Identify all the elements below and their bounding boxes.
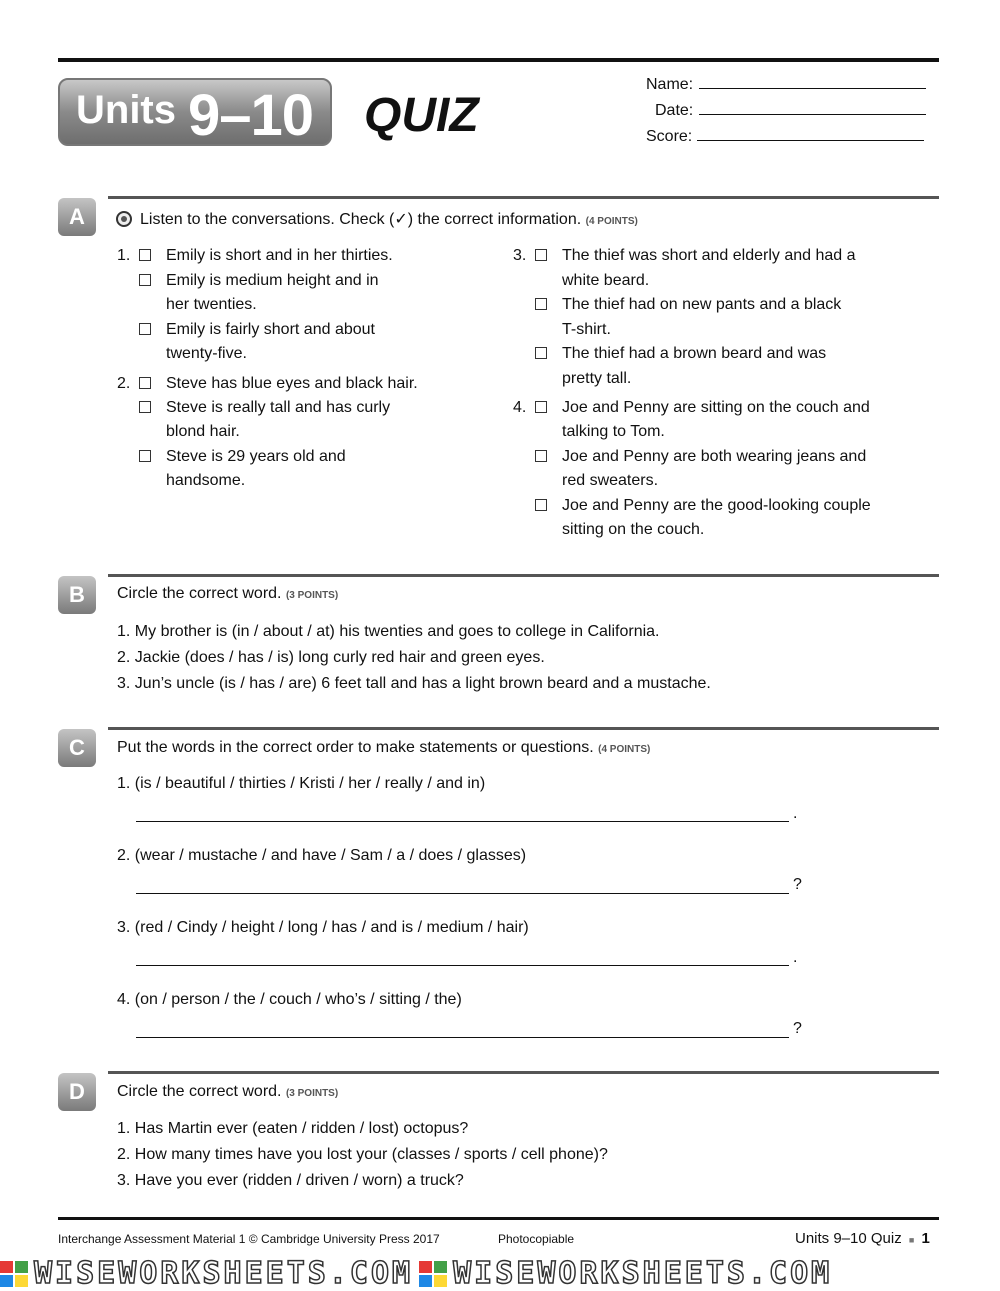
a-q2-checkbox-3[interactable] bbox=[139, 450, 151, 462]
a-q2-checkbox-1[interactable] bbox=[139, 377, 151, 389]
watermark-bar bbox=[0, 1256, 1000, 1291]
section-c-badge: C bbox=[58, 729, 96, 767]
section-a-points: (4 POINTS) bbox=[585, 216, 638, 227]
section-d-rule bbox=[108, 1071, 939, 1074]
date-field[interactable] bbox=[655, 102, 926, 120]
wise-logo-icon bbox=[419, 1261, 449, 1287]
a-q3-checkbox-1[interactable] bbox=[535, 249, 547, 261]
footer-page-number: 1 bbox=[921, 1230, 930, 1247]
name-label: Name: bbox=[646, 76, 694, 93]
a-q1-option-3b: twenty-five. bbox=[166, 345, 247, 362]
section-c-instruction-text: Put the words in the correct order to make statements or questions. bbox=[117, 739, 594, 756]
section-a-instruction bbox=[116, 209, 638, 229]
a-q3-option-1a: The thief was short and elderly and had a bbox=[562, 247, 856, 264]
a-q4-checkbox-3[interactable] bbox=[535, 499, 547, 511]
a-q4-option-3a: Joe and Penny are the good-looking couple bbox=[562, 497, 871, 514]
score-label: Score: bbox=[646, 128, 693, 145]
date-label: Date: bbox=[655, 102, 694, 119]
c-item-2-punct: ? bbox=[793, 876, 802, 893]
quiz-title: QUIZ bbox=[364, 89, 479, 142]
score-line[interactable] bbox=[697, 128, 924, 141]
name-line[interactable] bbox=[699, 76, 926, 89]
a-q3-checkbox-2[interactable] bbox=[535, 298, 547, 310]
d-item-3: 3. Have you ever (ridden / driven / worn) a truck? bbox=[117, 1172, 464, 1189]
c-item-1-answer-line[interactable] bbox=[136, 820, 789, 822]
date-line[interactable] bbox=[699, 102, 926, 115]
a-q4-option-3b: sitting on the couch. bbox=[562, 521, 705, 538]
d-item-2: 2. How many times have you lost your (classes / sports / cell phone)? bbox=[117, 1146, 608, 1163]
a-q1-option-2b: her twenties. bbox=[166, 296, 257, 313]
b-item-1: 1. My brother is (in / about / at) his twenties and goes to college in California. bbox=[117, 623, 660, 640]
c-item-2-answer-line[interactable] bbox=[136, 892, 789, 894]
b-item-2: 2. Jackie (does / has / is) long curly red hair and green eyes. bbox=[117, 649, 545, 666]
a-q3-option-1b: white beard. bbox=[562, 272, 650, 289]
a-q3-option-2a: The thief had on new pants and a black bbox=[562, 296, 842, 313]
c-item-4-answer-line[interactable] bbox=[136, 1036, 789, 1038]
c-item-1-prompt: 1. (is / beautiful / thirties / Kristi / her / really / and in) bbox=[117, 775, 486, 792]
a-q4-option-1a: Joe and Penny are sitting on the couch and bbox=[562, 399, 870, 416]
top-rule bbox=[58, 58, 939, 62]
footer-photocopiable: Photocopiable bbox=[498, 1232, 575, 1246]
score-field[interactable] bbox=[646, 128, 924, 146]
section-d-instruction-text: Circle the correct word. bbox=[117, 1083, 282, 1100]
a-q1-checkbox-2[interactable] bbox=[139, 274, 151, 286]
a-q3-checkbox-3[interactable] bbox=[535, 347, 547, 359]
a-q1-option-3a: Emily is fairly short and about bbox=[166, 321, 375, 338]
section-b-points: (3 POINTS) bbox=[285, 590, 339, 601]
watermark-text-2: WISEWORKSHEETS.COM bbox=[453, 1256, 833, 1291]
a-q1-checkbox-1[interactable] bbox=[139, 249, 151, 261]
watermark-text-1: WISEWORKSHEETS.COM bbox=[34, 1256, 414, 1291]
c-item-4-prompt: 4. (on / person / the / couch / who’s / sitting / the) bbox=[117, 991, 462, 1008]
section-a-badge: A bbox=[58, 198, 96, 236]
name-field[interactable] bbox=[646, 76, 926, 94]
d-item-1: 1. Has Martin ever (eaten / ridden / lost) octopus? bbox=[117, 1120, 469, 1137]
a-q4-option-2b: red sweaters. bbox=[562, 472, 659, 489]
a-q2-option-2b: blond hair. bbox=[166, 423, 240, 440]
b-item-3: 3. Jun’s uncle (is / has / are) 6 feet tall and has a light brown beard and a mustache. bbox=[117, 675, 711, 692]
section-b-rule bbox=[108, 574, 939, 577]
section-a-rule bbox=[108, 196, 939, 199]
section-b-instruction-text: Circle the correct word. bbox=[117, 585, 282, 602]
a-q2-checkbox-2[interactable] bbox=[139, 401, 151, 413]
a-q2-number: 2. bbox=[117, 375, 131, 392]
a-q4-checkbox-2[interactable] bbox=[535, 450, 547, 462]
section-c-rule bbox=[108, 727, 939, 730]
a-q4-option-1b: talking to Tom. bbox=[562, 423, 665, 440]
a-q2-option-1: Steve has blue eyes and black hair. bbox=[166, 375, 418, 392]
a-q1-option-2a: Emily is medium height and in bbox=[166, 272, 379, 289]
a-q1-option-1: Emily is short and in her thirties. bbox=[166, 247, 393, 264]
footer-quiz-label: Units 9–10 Quiz bbox=[795, 1230, 902, 1247]
section-a-instruction-text: Listen to the conversations. Check (✓) the correct information. bbox=[140, 211, 582, 228]
section-c-points: (4 POINTS) bbox=[598, 744, 651, 755]
a-q2-option-2a: Steve is really tall and has curly bbox=[166, 399, 391, 416]
a-q4-number: 4. bbox=[513, 399, 527, 416]
section-d-instruction bbox=[117, 1083, 338, 1101]
audio-icon[interactable] bbox=[116, 211, 132, 227]
a-q3-number: 3. bbox=[513, 247, 527, 264]
a-q3-option-3b: pretty tall. bbox=[562, 370, 632, 387]
a-q4-checkbox-1[interactable] bbox=[535, 401, 547, 413]
a-q4-option-2a: Joe and Penny are both wearing jeans and bbox=[562, 448, 867, 465]
a-q1-number: 1. bbox=[117, 247, 131, 264]
section-b-badge: B bbox=[58, 576, 96, 614]
units-word: Units bbox=[76, 88, 176, 132]
wise-logo-icon bbox=[0, 1261, 30, 1287]
footer-page-label bbox=[795, 1230, 930, 1247]
a-q3-option-3a: The thief had a brown beard and was bbox=[562, 345, 827, 362]
c-item-1-punct: . bbox=[793, 805, 798, 822]
a-q3-option-2b: T-shirt. bbox=[562, 321, 611, 338]
c-item-3-prompt: 3. (red / Cindy / height / long / has / and is / medium / hair) bbox=[117, 919, 529, 936]
section-d-badge: D bbox=[58, 1073, 96, 1111]
section-d-points: (3 POINTS) bbox=[285, 1088, 339, 1099]
c-item-2-prompt: 2. (wear / mustache / and have / Sam / a / does / glasses) bbox=[117, 847, 527, 864]
bottom-rule bbox=[58, 1217, 939, 1220]
c-item-4-punct: ? bbox=[793, 1020, 802, 1037]
section-c-instruction bbox=[117, 739, 650, 757]
a-q1-checkbox-3[interactable] bbox=[139, 323, 151, 335]
a-q2-option-3b: handsome. bbox=[166, 472, 246, 489]
units-badge bbox=[58, 78, 332, 146]
a-q2-option-3a: Steve is 29 years old and bbox=[166, 448, 346, 465]
section-b-instruction bbox=[117, 585, 338, 603]
footer-separator-icon: ■ bbox=[908, 1235, 915, 1245]
c-item-3-answer-line[interactable] bbox=[136, 964, 789, 966]
footer-copyright: Interchange Assessment Material 1 © Cambridge University Press 2017 bbox=[58, 1232, 440, 1246]
c-item-3-punct: . bbox=[793, 949, 798, 966]
units-number: 9–10 bbox=[188, 83, 314, 148]
